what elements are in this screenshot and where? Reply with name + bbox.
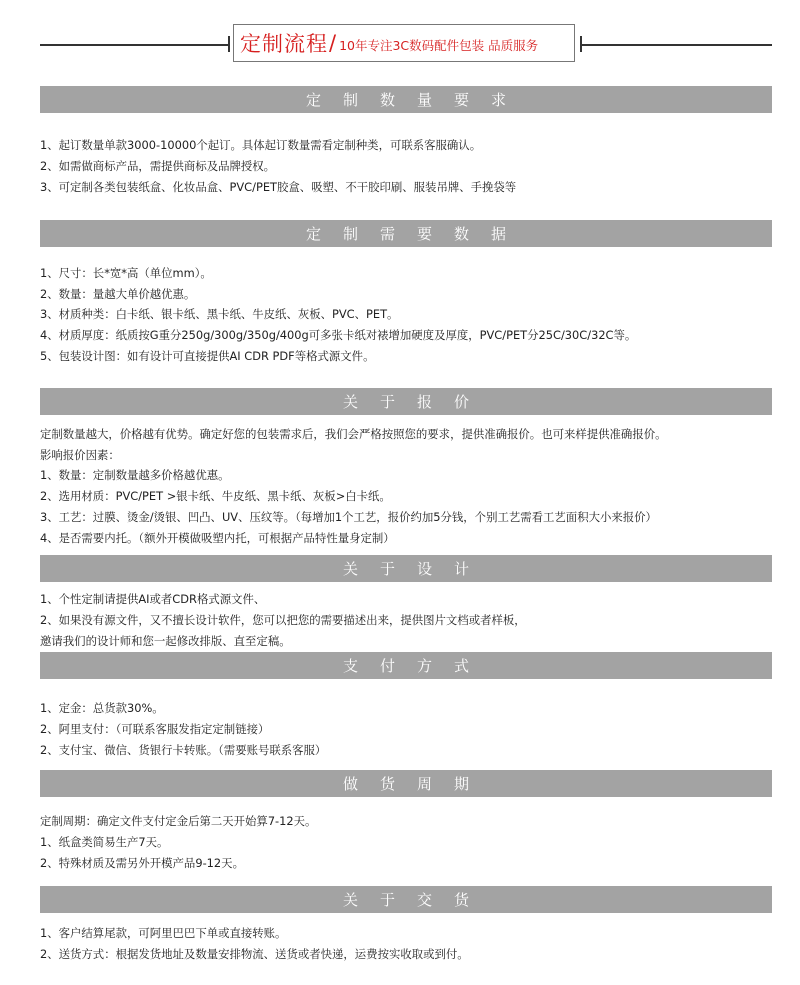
section-title: 关于报价 <box>342 393 491 411</box>
page-title: 定制流程 <box>240 32 328 56</box>
header-left-rule <box>40 44 228 46</box>
section-title: 关于设计 <box>342 560 491 578</box>
section-line: 1、个性定制请提供AI或者CDR格式源文件、 <box>40 592 266 606</box>
page-subtitle: 10年专注3C数码配件包装 品质服务 <box>339 38 539 53</box>
section-line: 2、选用材质：PVC/PET >银卡纸、牛皮纸、黑卡纸、灰板>白卡纸。 <box>40 489 391 503</box>
section-line: 2、送货方式：根据发货地址及数量安排物流、送货或者快递，运费按实收取或到付。 <box>40 947 469 961</box>
section-line: 5、包装设计图：如有设计可直接提供AI CDR PDF等格式源文件。 <box>40 349 375 363</box>
section-line: 定制周期：确定文件支付定金后第二天开始算7-12天。 <box>40 814 317 828</box>
section-line: 4、是否需要内托。（额外开模做吸塑内托，可根据产品特性量身定制） <box>40 531 395 545</box>
section-bar-payment <box>40 652 772 679</box>
section-bar-required-data <box>40 220 772 247</box>
section-line: 1、定金：总货款30%。 <box>40 701 164 715</box>
section-title: 定制数量要求 <box>305 91 528 109</box>
section-line: 4、材质厚度：纸质按G重分250g/300g/350g/400g可多张卡纸对裱增加硬度及厚度，PVC/PET分25C/30C/32C等。 <box>40 328 637 342</box>
section-bar-delivery <box>40 886 772 913</box>
section-line: 2、如果没有源文件，又不擅长设计软件，您可以把您的需要描述出来，提供图片文档或者样板， <box>40 613 526 627</box>
section-line: 邀请我们的设计师和您一起修改排版、直至定稿。 <box>40 634 291 648</box>
section-line: 3、材质种类：白卡纸、银卡纸、黑卡纸、牛皮纸、灰板、PVC、PET。 <box>40 307 399 321</box>
section-title: 关于交货 <box>342 891 491 909</box>
section-line: 1、客户结算尾款，可阿里巴巴下单或直接转账。 <box>40 926 287 940</box>
section-bar-quotation <box>40 388 772 415</box>
section-bar-production-cycle <box>40 770 772 797</box>
section-line: 2、特殊材质及需另外开模产品9-12天。 <box>40 856 244 870</box>
header-title-box <box>233 24 575 62</box>
section-title: 做货周期 <box>342 775 491 793</box>
section-line: 2、支付宝、微信、货银行卡转账。（需要账号联系客服） <box>40 743 327 757</box>
section-line: 影响报价因素： <box>40 448 120 462</box>
title-separator: / <box>329 31 337 55</box>
section-line: 2、数量：量越大单价越优惠。 <box>40 287 196 301</box>
section-bar-design <box>40 555 772 582</box>
header-left-cap <box>228 36 230 52</box>
section-title: 支付方式 <box>342 657 491 675</box>
section-bar-quantity <box>40 86 772 113</box>
section-line: 1、纸盒类简易生产7天。 <box>40 835 169 849</box>
header-right-rule <box>582 44 772 46</box>
section-line: 2、如需做商标产品，需提供商标及品牌授权。 <box>40 159 276 173</box>
section-line: 1、尺寸：长*宽*高（单位mm）。 <box>40 266 212 280</box>
section-line: 3、可定制各类包装纸盒、化妆品盒、PVC/PET胶盒、吸塑、不干胶印刷、服装吊牌、手挽袋等 <box>40 180 517 194</box>
section-line: 2、阿里支付：（可联系客服发指定定制链接） <box>40 722 270 736</box>
section-line: 定制数量越大，价格越有优势。确定好您的包装需求后，我们会严格按照您的要求，提供准确报价。也可来样提供准确报价。 <box>40 427 667 441</box>
page-header <box>0 0 800 80</box>
section-line: 1、数量：定制数量越多价格越优惠。 <box>40 468 230 482</box>
section-line: 1、起订数量单款3000-10000个起订。具体起订数量需看定制种类，可联系客服确认。 <box>40 138 482 152</box>
section-title: 定制需要数据 <box>305 225 528 243</box>
section-line: 3、工艺：过膜、烫金/烫银、凹凸、UV、压纹等。（每增加1个工艺，报价约加5分钱，个别工艺需看工艺面积大小来报价） <box>40 510 657 524</box>
